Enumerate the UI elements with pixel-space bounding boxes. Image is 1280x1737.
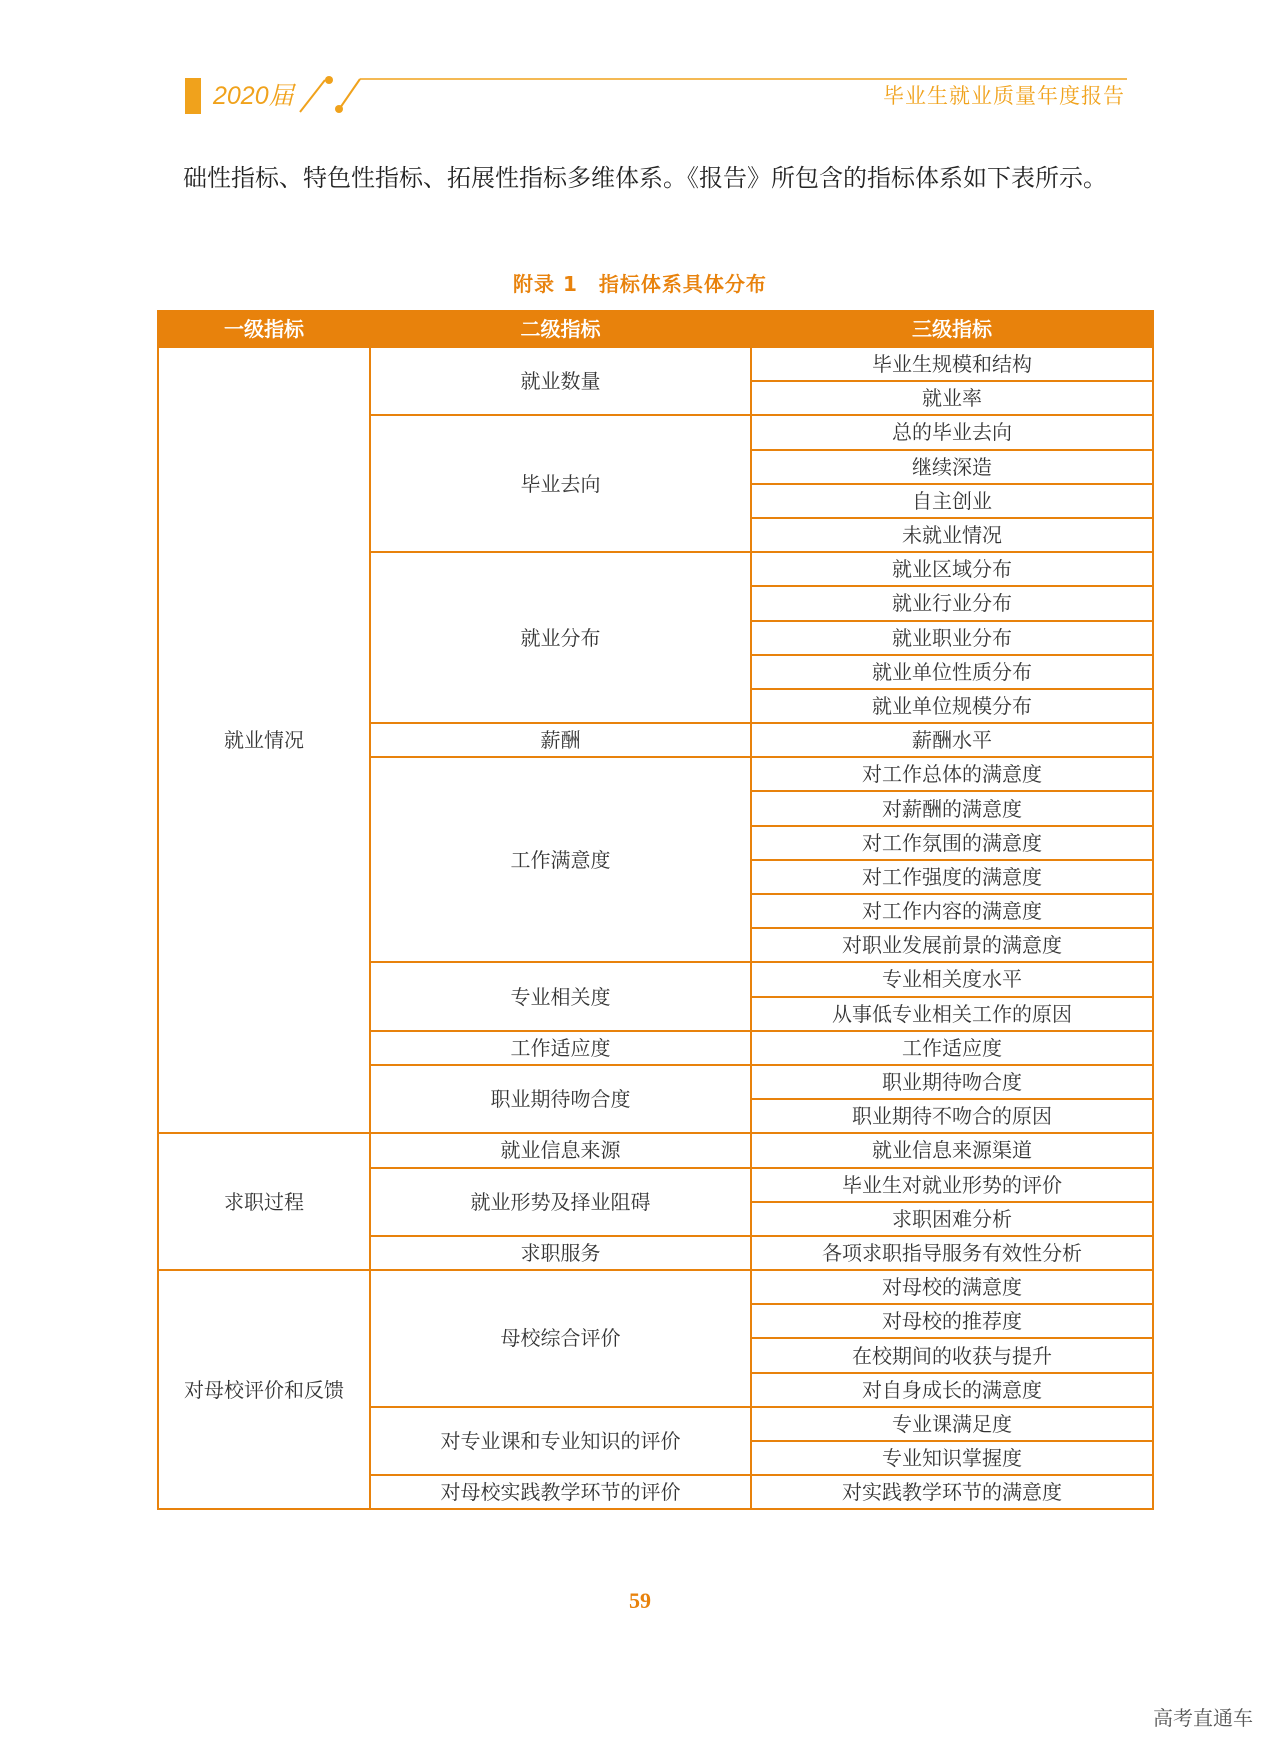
header-dot-icon xyxy=(335,105,343,113)
indicator-table xyxy=(157,310,1154,1510)
level2-cell: 对母校实践教学环节的评价 xyxy=(370,1475,751,1509)
level1-cell: 对母校评价和反馈 xyxy=(158,1270,370,1509)
level3-cell: 职业期待吻合度 xyxy=(751,1065,1153,1099)
level2-cell: 就业分布 xyxy=(370,552,751,723)
level3-cell: 就业区域分布 xyxy=(751,552,1153,586)
level3-cell: 职业期待不吻合的原因 xyxy=(751,1099,1153,1133)
level3-cell: 工作适应度 xyxy=(751,1031,1153,1065)
level3-cell: 对工作总体的满意度 xyxy=(751,757,1153,791)
level3-cell: 从事低专业相关工作的原因 xyxy=(751,997,1153,1031)
level3-cell: 继续深造 xyxy=(751,450,1153,484)
table-caption: 附录 1 指标体系具体分布 xyxy=(513,272,767,296)
level3-cell: 薪酬水平 xyxy=(751,723,1153,757)
table-header-row xyxy=(158,311,1153,347)
level2-cell: 薪酬 xyxy=(370,723,751,757)
level3-cell: 求职困难分析 xyxy=(751,1202,1153,1236)
level2-cell: 工作适应度 xyxy=(370,1031,751,1065)
level3-cell: 对实践教学环节的满意度 xyxy=(751,1475,1153,1509)
level3-cell: 专业课满足度 xyxy=(751,1407,1153,1441)
level2-cell: 求职服务 xyxy=(370,1236,751,1270)
level3-cell: 对工作内容的满意度 xyxy=(751,894,1153,928)
level2-cell: 工作满意度 xyxy=(370,757,751,962)
header-level1: 一级指标 xyxy=(158,311,370,347)
level3-cell: 就业信息来源渠道 xyxy=(751,1133,1153,1167)
table-body xyxy=(158,347,1153,1509)
watermark-text: 高考直通车 xyxy=(1153,1706,1253,1730)
level3-cell: 就业单位规模分布 xyxy=(751,689,1153,723)
level3-cell: 毕业生规模和结构 xyxy=(751,347,1153,381)
level3-cell: 专业知识掌握度 xyxy=(751,1441,1153,1475)
page-number: 59 xyxy=(629,1588,651,1613)
header-level3: 三级指标 xyxy=(751,311,1153,347)
level3-cell: 就业单位性质分布 xyxy=(751,655,1153,689)
level2-cell: 母校综合评价 xyxy=(370,1270,751,1407)
table-row xyxy=(158,1133,1153,1167)
level2-cell: 职业期待吻合度 xyxy=(370,1065,751,1133)
level2-cell: 就业形势及择业阻碍 xyxy=(370,1168,751,1236)
level3-cell: 就业行业分布 xyxy=(751,586,1153,620)
level1-cell: 就业情况 xyxy=(158,347,370,1133)
level2-cell: 就业数量 xyxy=(370,347,751,415)
level2-cell: 就业信息来源 xyxy=(370,1133,751,1167)
table-row xyxy=(158,347,1153,381)
level3-cell: 未就业情况 xyxy=(751,518,1153,552)
table-row xyxy=(158,1270,1153,1304)
level3-cell: 对工作强度的满意度 xyxy=(751,860,1153,894)
level3-cell: 对工作氛围的满意度 xyxy=(751,826,1153,860)
header-year-label: 2020届 xyxy=(213,82,294,110)
level3-cell: 毕业生对就业形势的评价 xyxy=(751,1168,1153,1202)
level3-cell: 自主创业 xyxy=(751,484,1153,518)
level2-cell: 毕业去向 xyxy=(370,415,751,552)
report-title: 毕业生就业质量年度报告 xyxy=(883,84,1125,108)
header-dot-icon xyxy=(325,76,333,84)
level3-cell: 就业率 xyxy=(751,381,1153,415)
level1-cell: 求职过程 xyxy=(158,1133,370,1270)
level3-cell: 就业职业分布 xyxy=(751,621,1153,655)
level3-cell: 对母校的推荐度 xyxy=(751,1304,1153,1338)
body-paragraph: 础性指标、特色性指标、拓展性指标多维体系。《报告》所包含的指标体系如下表所示。 xyxy=(183,164,1107,192)
level3-cell: 对薪酬的满意度 xyxy=(751,791,1153,825)
level3-cell: 对母校的满意度 xyxy=(751,1270,1153,1304)
level3-cell: 各项求职指导服务有效性分析 xyxy=(751,1236,1153,1270)
level3-cell: 总的毕业去向 xyxy=(751,415,1153,449)
level2-cell: 专业相关度 xyxy=(370,962,751,1030)
level3-cell: 对职业发展前景的满意度 xyxy=(751,928,1153,962)
level2-cell: 对专业课和专业知识的评价 xyxy=(370,1407,751,1475)
level3-cell: 对自身成长的满意度 xyxy=(751,1373,1153,1407)
level3-cell: 专业相关度水平 xyxy=(751,962,1153,996)
level3-cell: 在校期间的收获与提升 xyxy=(751,1338,1153,1372)
header-level2: 二级指标 xyxy=(370,311,751,347)
